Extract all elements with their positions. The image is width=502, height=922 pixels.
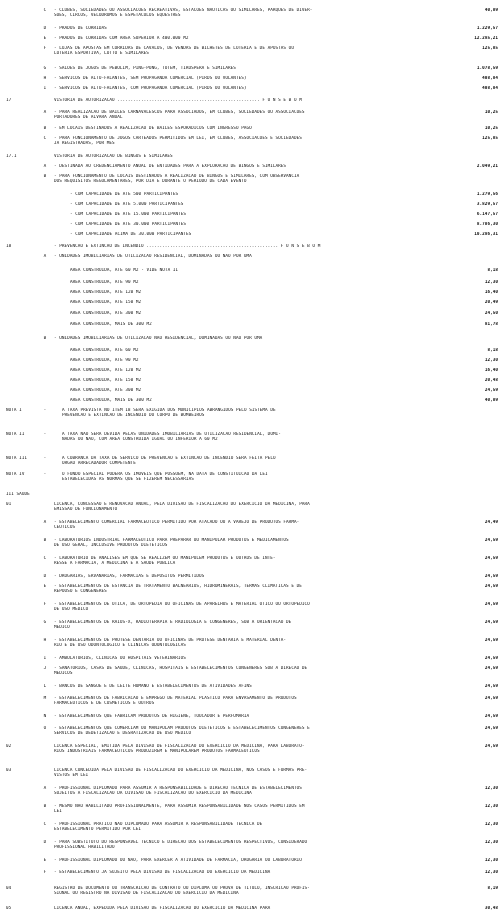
- item-value: 24,59: [484, 656, 498, 661]
- table-row: [0, 744, 502, 753]
- table-row: [0, 280, 502, 289]
- item-description: - PRADOS DE CORRIDAS COM AREA SUPERIOR A 400.000 M2: [54, 36, 189, 41]
- item-description: - PRADOS DE CORRIDAS: [54, 26, 107, 31]
- item-letter: A: [43, 520, 47, 525]
- note-row: [0, 472, 502, 481]
- section-header: [0, 492, 502, 501]
- item-letter: B: [43, 804, 47, 809]
- item-description: AREA CONSTRUIDA, ATE 90 M2: [70, 358, 139, 363]
- item-value: 3.829,57: [476, 202, 498, 207]
- table-row: [0, 268, 502, 277]
- table-row: [0, 520, 502, 529]
- item-value: 20,49: [484, 300, 498, 305]
- item-letter: -: [43, 408, 47, 413]
- item-description: - SERVICOS DE ALTO-FALANTES, COM PROPAGANDA COMERCIAL (PIRDS OU VOLANTES): [54, 86, 247, 91]
- item-value: 20,48: [484, 378, 498, 383]
- item-letter: G: [43, 620, 47, 625]
- item-description: - PARA SUBSTITUTO DO RESPONSAVEL TECNICO E DIRECAO DOS ESTABELECIMENTOS RESPECTIVOS, CONSIDERADO: [54, 840, 308, 845]
- item-value: 24,59: [484, 538, 498, 543]
- item-value: 24,59: [484, 620, 498, 625]
- item-description: - LABORATORIOS INDUSTRIAL FARMACEUTICO PARA PREPARAR OU MANIPULAR PRODUTOS E MEDICAMENTOS: [54, 538, 289, 543]
- item-letter: E: [43, 584, 47, 589]
- item-description: - UNIDADES IMOBILIARIAS DE UTILIZACAO RESIDENCIAL, DOMINADAS OU NAO POR UMA: [54, 254, 252, 259]
- item-code: NOTA IV: [6, 472, 25, 477]
- table-row: [0, 66, 502, 75]
- item-description-continued: RIO E DE USO ODONTOLOGICO E CLINICAS ODONTOLOGICAS: [54, 643, 186, 648]
- item-letter: N: [43, 714, 47, 719]
- item-description: - AMBULATORIOS, CLINICAS OU HOSPITAIS VETERINARIOS: [54, 656, 186, 661]
- item-value: 10,25: [484, 110, 498, 115]
- table-row: [0, 502, 502, 511]
- item-description: AREA CONSTRUIDA, ATE 120 M2: [70, 368, 142, 373]
- item-letter: I: [43, 656, 47, 661]
- table-row: [0, 126, 502, 135]
- item-value: 408,84: [482, 86, 498, 91]
- item-value: 12,30: [484, 280, 498, 285]
- item-code: 18: [6, 244, 12, 249]
- item-value: 24,59: [484, 744, 498, 749]
- item-description: - PROFISSIONAL DIPLOMADO PARA ASSUMIR A RESPONSABILIDADE E DIRECAO TECNICA DE ESTABELECIMENTOS: [54, 786, 302, 791]
- item-letter: -: [43, 432, 47, 437]
- table-row: [0, 398, 502, 407]
- item-value: 24,59: [484, 684, 498, 689]
- item-code: 03: [6, 768, 12, 773]
- item-description: AREA CONSTRUIDA, MAIS DE 300 M2: [70, 398, 152, 403]
- table-row: [0, 656, 502, 665]
- item-description: - COM CAPACIDADE DE ATE 500 PARTICIPANTES: [70, 192, 179, 197]
- item-value: 12,30: [484, 822, 498, 827]
- item-description-continued: NADAS OU NAO, COM AREA CONSTRUIDA IGUAL OU INFERIOR A 60 M2: [62, 437, 218, 442]
- item-description: - COM CAPACIDADE ACIMA DE 30.000 PARTICIPANTES: [70, 232, 192, 237]
- table-row: [0, 98, 502, 107]
- item-description-continued: SERVICOS DE DEDETIZACAO E DESRATIZACAO DE USO MEDICO: [54, 731, 192, 736]
- item-description: - DESTINADA AO CREDENCIAMENTO ANUAL DE ENTIDADES PARA A EXPLORACAO DE BINGOS E SIMILARES: [54, 164, 287, 169]
- item-letter: I: [43, 86, 47, 91]
- table-row: [0, 840, 502, 849]
- table-row: [0, 574, 502, 583]
- item-description: AREA CONSTRUIDA, ATE 90 M2: [70, 280, 139, 285]
- item-description: REGISTRO DE DOCUMENTO OU TRANSCRICAO DE CONTRATO OU DIPLOMA OU PROVA DE TITULO, INSCRICAO PROFIS-: [54, 886, 310, 891]
- item-description: VISTORIA DE AUTORIZACAO DE BINGOS E SIMILARES: [54, 154, 173, 159]
- item-letter: C: [43, 136, 47, 141]
- item-description-continued: LEI: [54, 809, 62, 814]
- item-description: - PARA REALIZACAO DE BAILES CARNAVALESCOS PARA ASSOCIADOS, EM CLUBES, SOCIEDADES OU ASSOCIACOES: [54, 110, 305, 115]
- item-value: 12,30: [484, 786, 498, 791]
- item-description: - ESTABELECIMENTOS DE OTICA, DE ORTOPEDIA OU OFICINAS DE APARELHOS E MATERIAL OTICO OU ORTOPEDICO: [54, 602, 310, 607]
- note-row: [0, 408, 502, 417]
- table-row: [0, 76, 502, 85]
- item-value: 24,59: [484, 666, 498, 671]
- table-row: [0, 684, 502, 693]
- table-row: [0, 822, 502, 831]
- item-value: 24,59: [484, 584, 498, 589]
- item-description: A TAXA PREVISTA NO ITEM 18 SERA EXIGIDA DOS MUNICIPIOS ABRANGIDOS PELO SISTEMA DE: [62, 408, 276, 413]
- table-row: [0, 110, 502, 119]
- item-description-continued: DE USO GERAL, INCLUSIVE PRODUTOS DIETETICOS: [54, 543, 168, 548]
- table-row: [0, 388, 502, 397]
- item-description: VISTORIA DE AUTORIZACAO ...................................................... F U N S E B O M: [54, 98, 302, 103]
- item-description: - MESMO NAO HABILITADO PROFISSIONALMENTE, PARA ASSUMIR RESPONSABILIDADE NOS CASOS PERMITIDOS EM: [54, 804, 305, 809]
- item-code: 17: [6, 98, 12, 103]
- item-value: 12,30: [484, 870, 498, 875]
- item-description: - BANCOS DE SANGUE E DE LEITE HUMANO E ESTABELECIMENTOS DE ATIVIDADES AFINS: [54, 684, 252, 689]
- item-description-continued: CEUTICOS: [54, 525, 76, 530]
- item-letter: J: [43, 666, 47, 671]
- item-letter: F: [43, 46, 47, 51]
- item-description-continued: PREVENCAO E EXTINCAO DE INCENDIO DO CORPO DE BOMBEIROS: [62, 413, 205, 418]
- item-letter: B: [43, 174, 47, 179]
- item-description: - PARA FUNCIONAMENTO DE JOGOS CARTEADOS PERMITIDOS EM LEI, EM CLUBES, ASSOCIACOES E SOCIEDADES: [54, 136, 302, 141]
- item-value: 30,48: [484, 906, 498, 911]
- table-row: [0, 584, 502, 593]
- item-description: LICENCA ANUAL, EXPEDIDA PELA DIVISAO DE FISCALIZACAO DO EXERCICIO DA MEDICINA PARA: [54, 906, 271, 911]
- item-letter: B: [43, 126, 47, 131]
- table-row: [0, 348, 502, 357]
- item-value: 24,59: [484, 696, 498, 701]
- item-letter: A: [43, 110, 47, 115]
- table-row: [0, 696, 502, 705]
- table-row: [0, 26, 502, 35]
- item-value: 24,59: [484, 726, 498, 731]
- item-description: - CLUBES, SOCIEDADES OU ASSOCIACOES RECREATIVAS, ESTACOES NAUTICAS OU SIMILARES, PARQUES DE DIVER-: [54, 8, 313, 13]
- item-description: - COM CAPACIDADE DE ATE 15.000 PARTICIPANTES: [70, 212, 187, 217]
- item-description: O FUNDO ESPECIAL PODERA OS IMOVEIS QUE POSSUEM, NA DATA DE CONSTITUICAO DA LEI: [62, 472, 268, 477]
- item-value: 8.786,30: [476, 222, 498, 227]
- item-description-continued: JA REGISTRADAS, POR MES: [54, 141, 115, 146]
- item-description: - ESTABELECIMENTOS DE ESTANCIA DE TRATAMENTO BALNEARIOS, HIDROMINERAIS, TERMAS CLIMATICAS E DE: [54, 584, 302, 589]
- item-value: 16,40: [484, 368, 498, 373]
- item-description-continued: SOES, CIRCOS, VELODROMOS E ESPETACULOS EQUESTRES: [54, 13, 181, 18]
- table-row: [0, 311, 502, 320]
- item-description: LICENCA CONCEDIDA PELA DIVISAO DE FISCALIZACAO DO EXERCICIO DA MEDICINA, NOS CASOS E FORMAS PRE-: [54, 768, 308, 773]
- item-code: 02: [6, 744, 12, 749]
- table-row: [0, 870, 502, 879]
- item-letter: F: [43, 602, 47, 607]
- item-description-continued: PORTADORES DE ALVARA ANUAL: [54, 115, 123, 120]
- item-value: 24,49: [484, 520, 498, 525]
- item-description: - ESTABELECIMENTOS QUE FABRICAM PRODUTOS DE HIGIENE, TOUCADOR E PERFUMARIA: [54, 714, 250, 719]
- item-description-continued: PROFISSIONAL HABILITADO: [54, 845, 115, 850]
- item-value: 1.078,59: [476, 66, 498, 71]
- item-value: 24,59: [484, 388, 498, 393]
- item-value: 24,59: [484, 714, 498, 719]
- item-description-continued: SUJEITOS A FISCALIZACAO DA DIVISAO DE FISCALIZACAO DO EXERCICIO DA MEDICINA: [54, 791, 252, 796]
- item-letter: -: [43, 456, 47, 461]
- table-row: [0, 212, 502, 221]
- table-row: [0, 46, 502, 55]
- table-row: [0, 368, 502, 377]
- table-row: [0, 154, 502, 163]
- item-description-continued: MEDICOS: [54, 671, 73, 676]
- table-row: [0, 136, 502, 145]
- item-value: 2.049,21: [476, 164, 498, 169]
- item-description: AREA CONSTRUIDA, ATE 60 M2 - VIDE NOTA II: [70, 268, 179, 273]
- item-value: 12,30: [484, 358, 498, 363]
- item-value: 1.279,56: [476, 192, 498, 197]
- item-description-continued: ESTABELECIMENTO PERMITIDO POR LEI: [54, 827, 142, 832]
- table-row: [0, 378, 502, 387]
- item-description: - SANATORIOS, CASAS DE SAUDE, CLINICAS, HOSPITAIS E ESTABELECIMENTOS CONGENERES SOB A DIRECAO DE: [54, 666, 308, 671]
- item-description: - ESTABELECIMENTO JA SUJEITO PELA DIVISAO DE FISCALIZACAO DO EXERCICIO DA MEDICINA: [54, 870, 271, 875]
- note-row: [0, 456, 502, 465]
- item-description: AREA CONSTRUIDA, MAIS DE 300 M2: [70, 322, 152, 327]
- item-letter: B: [43, 538, 47, 543]
- item-description: - COM CAPACIDADE DE ATE 5.000 PARTICIPANTES: [70, 202, 184, 207]
- item-letter: D: [43, 840, 47, 845]
- item-code: 01: [6, 502, 12, 507]
- item-description-continued: ORGAO ARRECADADOR COMPETENTE: [62, 461, 136, 466]
- item-value: 16,40: [484, 290, 498, 295]
- item-value: 24,59: [484, 556, 498, 561]
- item-code: III SAUDE: [6, 492, 30, 497]
- item-description: - LABORATORIO DE ANALISES EM QUE SE REALIZEM OU MANIPULEM PRODUTOS E OUTROS DE INTE-: [54, 556, 276, 561]
- table-row: [0, 786, 502, 795]
- table-row: [0, 768, 502, 777]
- item-description: LICENCA ESPECIAL, EMITIDA PELA DIVISAO DE FISCALIZACAO DO EXERCICIO DA MEDICINA, PARA LABORATO-: [54, 744, 305, 749]
- item-description: - UNIDADES IMOBILIARIAS DE UTILIZACAO NAO RESIDENCIAL, DOMINADAS OU NAO POR UMA: [54, 336, 263, 341]
- item-value: 408,84: [482, 76, 498, 81]
- item-value: 12.285,21: [474, 36, 498, 41]
- table-row: [0, 336, 502, 345]
- item-description-continued: REPOUSO E CONGENERES: [54, 589, 107, 594]
- item-code: 17.1: [6, 154, 17, 159]
- item-letter: A: [43, 254, 47, 259]
- item-description: - COM CAPACIDADE DE ATE 30.000 PARTICIPANTES: [70, 222, 187, 227]
- item-letter: C: [43, 822, 47, 827]
- item-value: 10.286,31: [474, 232, 498, 237]
- table-row: [0, 638, 502, 647]
- item-code: NOTA I: [6, 408, 22, 413]
- item-description: AREA CONSTRUIDA, ATE 60 M2: [70, 348, 139, 353]
- item-description: - ESTABELECIMENTOS DE RAIOS-X, RADIOTERAPIA E RADIOLOGIA E CONGENERES, SOB A ORIENTACAO DE: [54, 620, 292, 625]
- item-description: AREA CONSTRUIDA, ATE 150 M2: [70, 300, 142, 305]
- item-description: - SERVICOS DE ALTO-FALANTES, SEM PROPAGANDA COMERCIAL (PIRDS OU VOLANTES): [54, 76, 247, 81]
- item-letter: E: [43, 36, 47, 41]
- item-letter: L: [43, 684, 47, 689]
- item-value: 8,18: [487, 348, 498, 353]
- item-description: - EM LOCAIS DESTINADOS A REALIZACAO DE BAILES ESPORADICOS COM INGRESSO PAGO: [54, 126, 252, 131]
- item-description-continued: VISTOS EM LEI: [54, 773, 89, 778]
- table-row: [0, 666, 502, 675]
- item-description: - ESTABELECIMENTOS DE FABRICACAO E EMPREGO DE MATERIAL PLASTICO PARA ENVASAMENTO DE PRODUTOS: [54, 696, 297, 701]
- item-description-continued: EMISSAO DE FUNCIONAMENTO: [54, 507, 118, 512]
- item-letter: F: [43, 870, 47, 875]
- item-letter: C: [43, 8, 47, 13]
- item-description-continued: DOS REQUISITOS REGULAMENTARES, POR DIA E DURANTE O PERIODO DE CADA EVENTO: [54, 179, 247, 184]
- item-value: 24,59: [484, 638, 498, 643]
- item-description-continued: MEDICO: [54, 625, 70, 630]
- table-row: [0, 164, 502, 173]
- table-row: [0, 322, 502, 331]
- item-description: AREA CONSTRUIDA, ATE 150 M2: [70, 378, 142, 383]
- table-row: [0, 726, 502, 735]
- item-description: AREA CONSTRUIDA, ATE 300 M2: [70, 311, 142, 316]
- table-row: [0, 222, 502, 231]
- item-value: 8,19: [487, 886, 498, 891]
- item-letter: O: [43, 726, 47, 731]
- item-value: 12,30: [484, 840, 498, 845]
- item-letter: A: [43, 164, 47, 169]
- item-value: 24,59: [484, 602, 498, 607]
- item-description-continued: SIONAL OU REGISTRO NA DIVISAO DE FISCALIZACAO DO EXERCICIO DA MEDICINA: [54, 891, 239, 896]
- item-letter: A: [43, 786, 47, 791]
- item-letter: H: [43, 76, 47, 81]
- item-value: 6.147,57: [476, 212, 498, 217]
- item-letter: D: [43, 574, 47, 579]
- item-letter: G: [43, 66, 47, 71]
- table-row: [0, 714, 502, 723]
- item-letter: M: [43, 696, 47, 701]
- item-letter: D: [43, 26, 47, 31]
- item-code: 05: [6, 906, 12, 911]
- item-description-continued: ESTABELECIDAS AS NORMAS QUE SE FIZEREM NECESSARIAS: [62, 477, 194, 482]
- table-row: [0, 290, 502, 299]
- table-row: [0, 192, 502, 201]
- item-code: NOTA II: [6, 432, 25, 437]
- item-letter: B: [43, 336, 47, 341]
- item-value: 12,30: [484, 858, 498, 863]
- item-description: - PROFISSIONAL PRATICO NAO DIPLOMADO PARA ASSUMIR A RESPONSABILIDADE TECNICA DE: [54, 822, 263, 827]
- item-value: 1.229,57: [476, 26, 498, 31]
- item-value: 12,30: [484, 804, 498, 809]
- item-description: - PREVENCAO E EXTINCAO DE INCENDIO .................................................. F U N S E B O M: [54, 244, 321, 249]
- table-row: [0, 556, 502, 565]
- item-value: 81,78: [484, 322, 498, 327]
- item-description-continued: FARMACEUTICOS E DE COSMETICOS E OUTROS: [54, 701, 155, 706]
- table-row: [0, 244, 502, 253]
- table-row: [0, 620, 502, 629]
- item-code: 04: [6, 886, 12, 891]
- item-value: 24,59: [484, 574, 498, 579]
- item-description: A TAXA NAO SERA DEVIDA PELAS UNIDADES IMOBILIARIAS DE UTILIZACAO RESIDENCIAL, DOMI-: [62, 432, 281, 437]
- table-row: [0, 36, 502, 45]
- item-value: 125,85: [482, 136, 498, 141]
- item-description: - SALOES DE JOGOS DE PEBOLIM, PING-PONG, TOTEM, TIROSPERA E SIMILARES: [54, 66, 236, 71]
- table-row: [0, 86, 502, 95]
- item-value: 40,89: [484, 398, 498, 403]
- item-description: AREA CONSTRUIDA, ATE 300 M2: [70, 388, 142, 393]
- item-value: 10,25: [484, 126, 498, 131]
- table-row: [0, 538, 502, 547]
- note-row: [0, 432, 502, 441]
- table-row: [0, 8, 502, 17]
- item-description: - ESTABELECIMENTO COMERCIAL FARMACEUTICO PERMITIDO POR ATACADO OU A VAREJO DE PRODUTOS FARMA-: [54, 520, 300, 525]
- item-description: - ESTABELECIMENTOS QUE COMERCIAM OU MANIPULAM PRODUTOS DIETETICOS E ESTABELECIMENTOS CONGENERES E: [54, 726, 310, 731]
- table-row: [0, 858, 502, 867]
- item-description-continued: LOTERIA ESPORTIVA, LOTTO E SIMILARES: [54, 51, 149, 56]
- item-description: - DROGARIAS, ERVANARIAS, FARMACIAS E DEPOSITOS PERMITIDOS: [54, 574, 205, 579]
- item-value: 24,50: [484, 311, 498, 316]
- item-description: - ESTABELECIMENTOS DE PROTESE DENTARIA OU OFICINAS DE PROTESE DENTARIA E MATERIAL DENTA-: [54, 638, 287, 643]
- item-description-continued: RIOS INDUSTRIAIS FARMACEUTICOS PRODUZIREM E MANIPULAREM PRODUTOS FARMACEUTICOS: [54, 749, 260, 754]
- item-value: 40,89: [484, 8, 498, 13]
- item-description-continued: DE USO MEDICO: [54, 607, 89, 612]
- item-description: LICENCA, CONCESSAO E RENOVACAO ANUAL, PELA DIVISAO DE FISCALIZACAO DO EXERCICIO DA MEDICINA, PARA: [54, 502, 310, 507]
- item-description-continued: RESSE A FARMACIA, A MEDICINA E A SAUDE PUBLICA: [54, 561, 176, 566]
- table-row: [0, 300, 502, 309]
- table-row: [0, 358, 502, 367]
- item-description: A COBRANCA DA TAXA DE SERVICO DE PREVENCAO E EXTINCAO DE INCENDIO SERA FEITA PELO: [62, 456, 276, 461]
- item-description: - PARA FUNCIONAMENTO DE LOCAIS DESTINADOS A REALIZACAO DE BINGOS E SIMILARES, COM OBSERVANCIA: [54, 174, 300, 179]
- item-description: AREA CONSTRUIDA, ATE 120 M2: [70, 290, 142, 295]
- item-description: - PROFISSIONAL DIPLOMADO OU NAO, PARA EXERCER A ATIVIDADE DE FARMACIA, DROGARIA OU LABORATORIO: [54, 858, 302, 863]
- item-letter: C: [43, 556, 47, 561]
- table-row: [0, 602, 502, 611]
- item-letter: H: [43, 638, 47, 643]
- item-letter: E: [43, 858, 47, 863]
- item-value: 8,18: [487, 268, 498, 273]
- item-code: NOTA III: [6, 456, 28, 461]
- table-row: [0, 886, 502, 895]
- item-letter: -: [43, 472, 47, 477]
- item-value: 125,85: [482, 46, 498, 51]
- item-description: - LOJAS DE APOSTAS EM CORRIDAS DE CAVALOS, DE VENDAS DE BILHETES DE LOTERIA E DE APOSTAS OU: [54, 46, 294, 51]
- table-row: [0, 232, 502, 241]
- table-row: [0, 254, 502, 263]
- table-row: [0, 804, 502, 813]
- table-row: [0, 174, 502, 183]
- table-row: [0, 202, 502, 211]
- table-row: [0, 906, 502, 915]
